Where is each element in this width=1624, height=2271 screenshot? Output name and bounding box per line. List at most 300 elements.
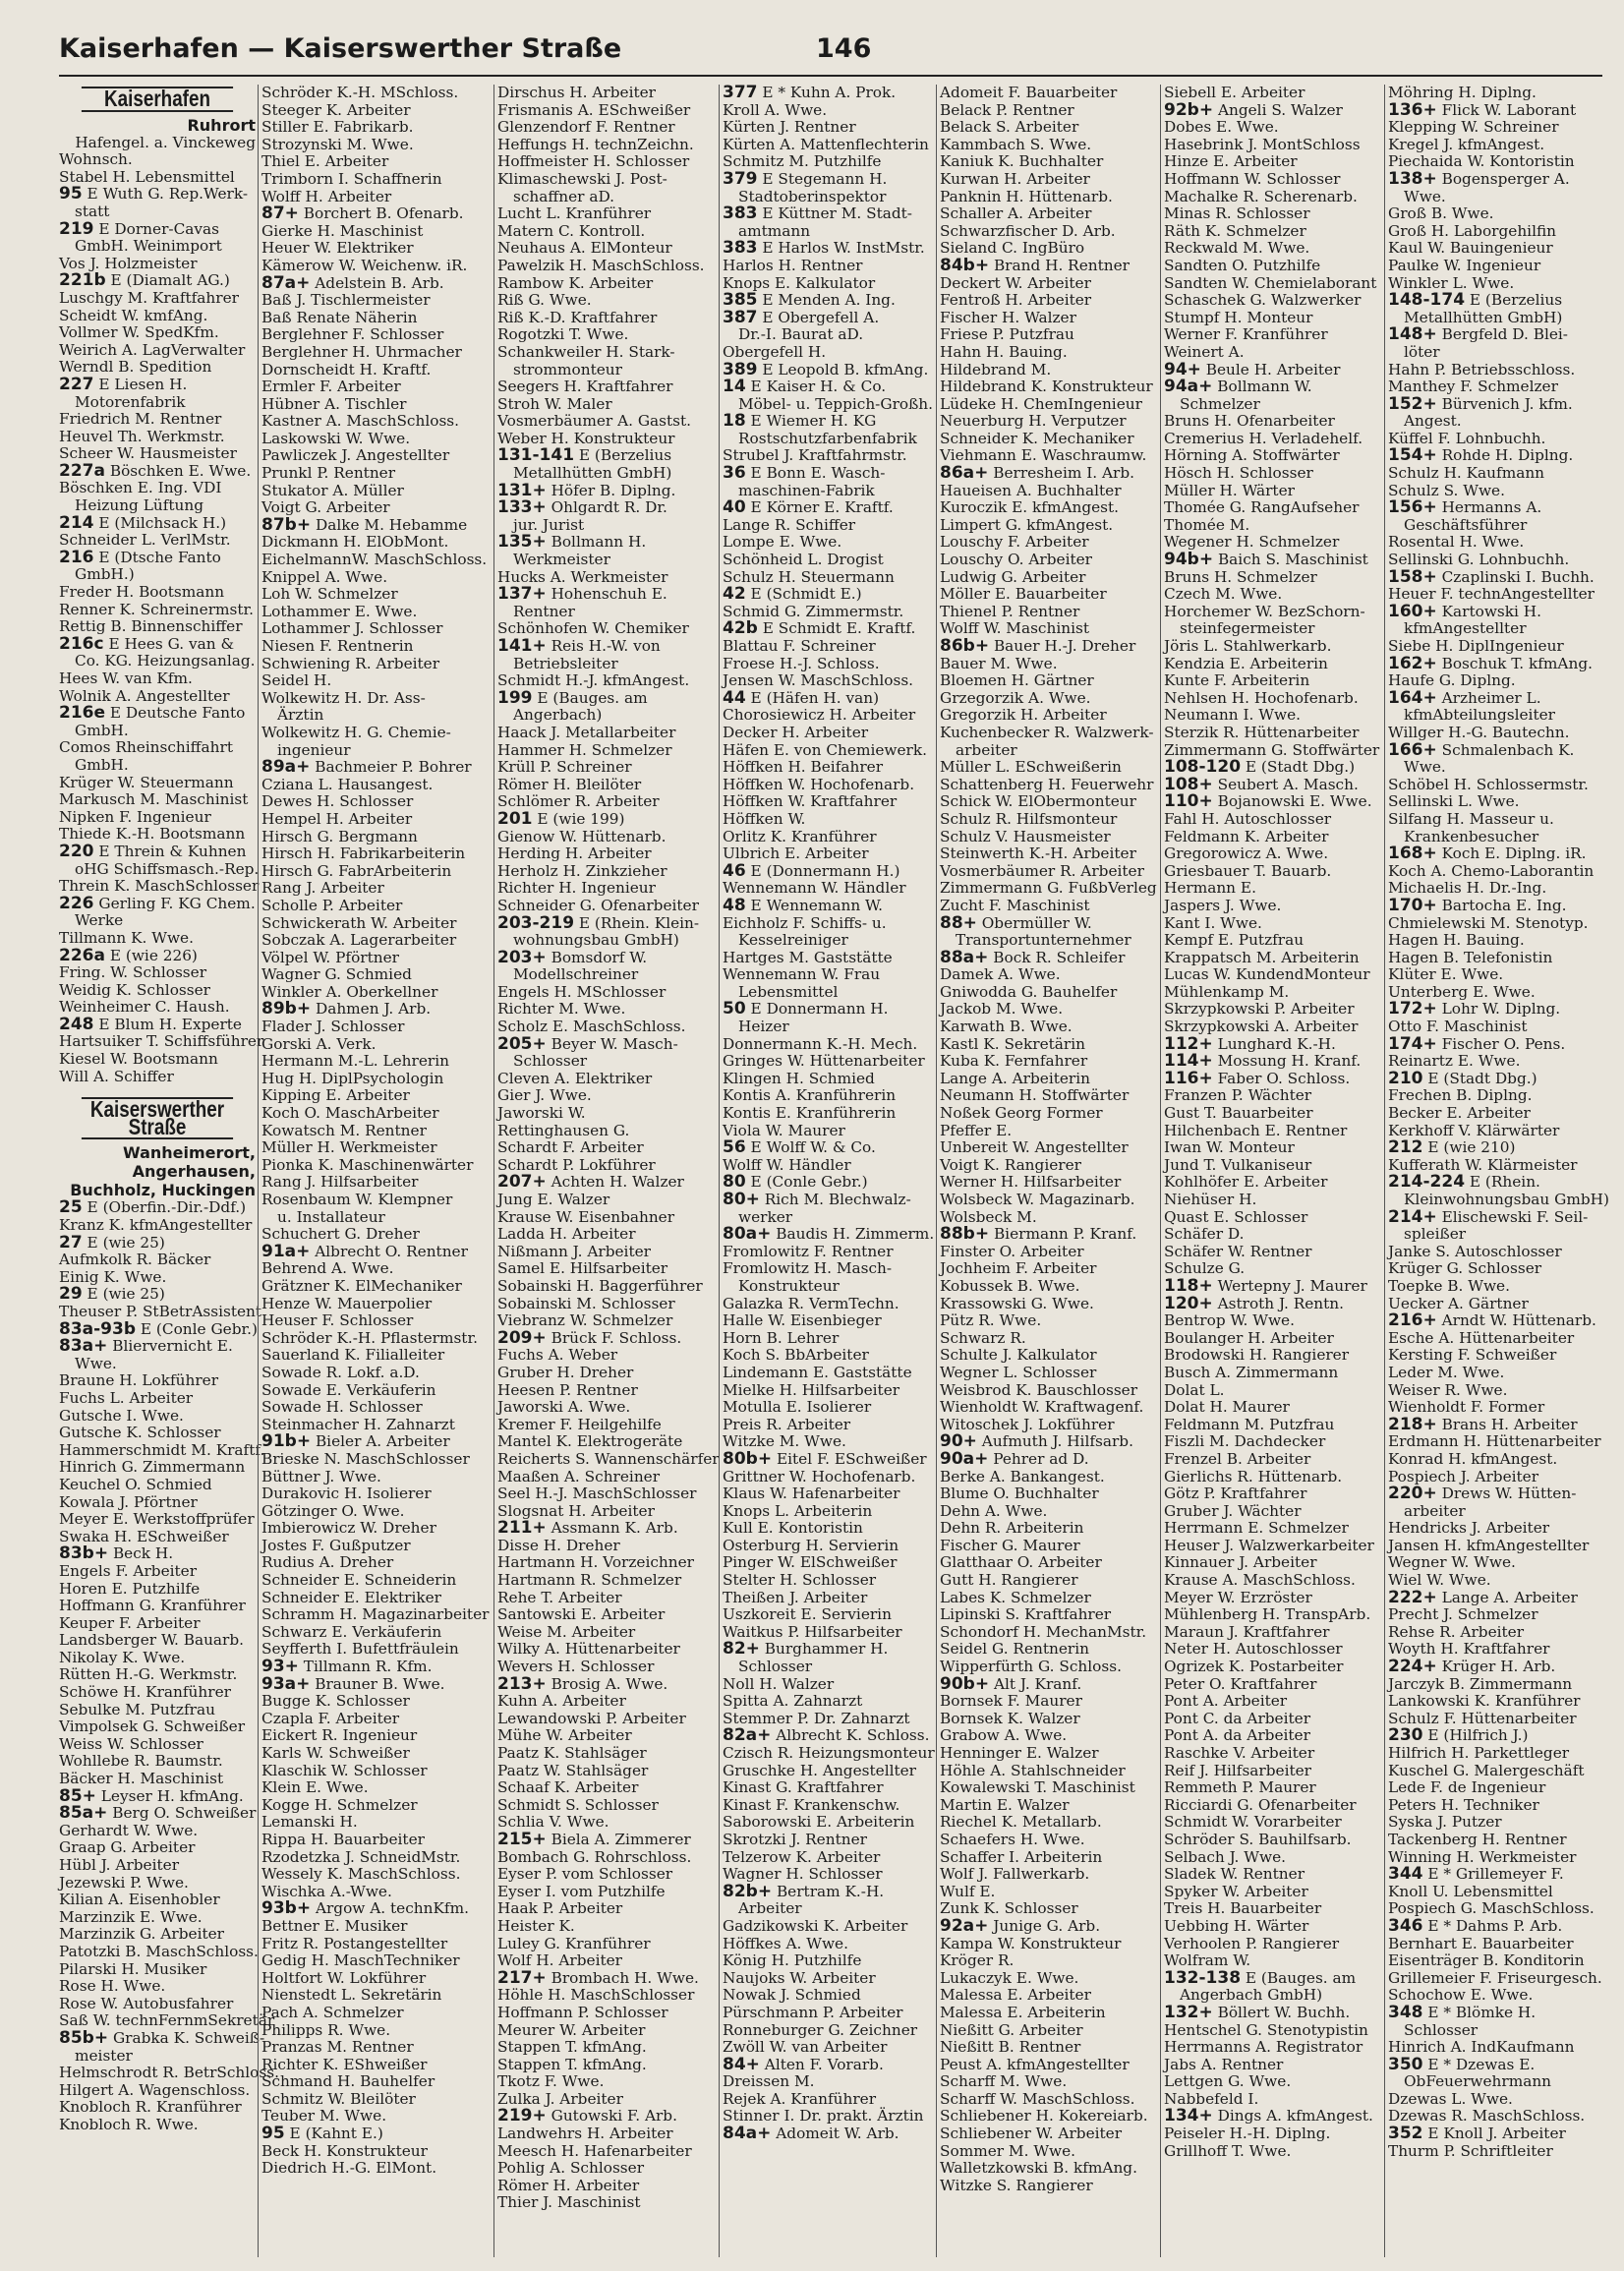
directory-entry: Kersting F. Schweißer [1388,1346,1557,1365]
directory-entry: Nabbefeld I. [1164,2089,1259,2108]
directory-entry: Heizer [738,1018,789,1036]
directory-entry: Möller E. Bauarbeiter [940,585,1107,604]
directory-entry: Weidig K. Schlosser [59,980,210,999]
directory-entry: 83a+ Bliervernicht E. [59,1336,233,1357]
house-number: 42 [723,584,746,605]
house-number: 344 [1388,1864,1423,1885]
directory-entry: Römer H. Bleilöter [497,775,642,793]
directory-entry: Fentroß H. Arbeiter [940,291,1092,310]
directory-entry: Baß Renate Näherin [261,308,418,326]
directory-entry: Dehn A. Wwe. [940,1501,1048,1520]
directory-entry: Steinwerth K.-H. Arbeiter [940,844,1136,863]
directory-entry: Schulz H. Kaufmann [1388,464,1545,483]
directory-entry: Sommer M. Wwe. [940,2141,1076,2160]
house-number: 85+ [59,1785,96,1806]
house-number: 80a+ [723,1224,772,1245]
directory-entry: Syska J. Putzer [1388,1813,1502,1832]
directory-entry: Teuber M. Wwe. [261,2107,387,2125]
directory-entry: Rang J. Hilfsarbeiter [261,1173,419,1192]
directory-entry: Marzinzik E. Wwe. [59,1907,203,1926]
directory-entry: 116+ Faber O. Schloss. [1164,1068,1351,1088]
directory-entry: Klingen H. Schmied [723,1069,875,1087]
house-number: 209+ [497,1327,547,1348]
directory-column [59,85,279,2257]
directory-entry: Pfeffer E. [940,1121,1013,1139]
directory-entry: Stemmer P. Dr. Zahnarzt [723,1709,910,1727]
directory-entry: Lange R. Schiffer [723,515,856,534]
directory-entry: amtmann [738,221,811,240]
directory-entry: 377 E * Kuhn A. Prok. [723,83,897,102]
directory-entry: Rehe T. Arbeiter [497,1588,622,1606]
directory-entry: Naujoks W. Arbeiter [723,1968,876,1987]
directory-entry: Kohlhöfer E. Arbeiter [1164,1173,1328,1192]
directory-entry: 135+ Bollmann H. [497,532,647,553]
directory-entry: Horen E. Putzhilfe [59,1579,201,1598]
directory-entry: Krüger W. Steuermann [59,773,234,791]
directory-entry: Rose W. Autobusfahrer [59,1994,234,2012]
directory-entry: Wwe. [75,1354,117,1372]
directory-entry: Thier J. Maschinist [497,2193,641,2212]
street-heading: Kaiserhafen [82,87,233,112]
house-number: 160+ [1388,601,1437,621]
directory-entry: Horn B. Lehrer [723,1328,840,1347]
directory-entry: 346 E * Dahms P. Arb. [1388,1915,1563,1936]
directory-entry: Grabow A. Wwe. [940,1726,1068,1745]
directory-entry: Santowski E. Arbeiter [497,1605,666,1624]
directory-entry: 170+ Bartocha E. Ing. [1388,895,1567,915]
house-number: 83a-93b [59,1318,137,1339]
directory-entry: Kämerow W. Weichenw. iR. [261,256,468,274]
directory-entry: Behrend A. Wwe. [261,1259,394,1278]
directory-entry: Lucht L. Kranführer [497,204,652,223]
house-number: 207+ [497,1172,547,1193]
house-number: 80 [723,1172,746,1193]
directory-entry: Schuchert G. Dreher [261,1225,420,1244]
directory-entry: Klimaschewski J. Post- [497,169,667,188]
directory-entry: Hinrich G. Zimmermann [59,1458,246,1477]
directory-entry: Rosental H. Wwe. [1388,533,1525,552]
directory-entry: Lemanski H. [261,1813,358,1832]
house-number: 114+ [1164,1051,1213,1072]
directory-entry: 383 E Harlos W. InstMstr. [723,238,925,259]
house-number: 86a+ [940,463,989,484]
directory-entry: Sobczak A. Lagerarbeiter [261,931,457,950]
directory-entry: Knippel A. Wwe. [261,567,388,586]
directory-entry: Wienholdt F. Former [1388,1398,1545,1417]
district-name: Wanheimerort, [122,1143,256,1163]
directory-entry: Finster O. Arbeiter [940,1242,1084,1260]
directory-entry: Czisch R. Heizungsmonteur [723,1744,935,1762]
directory-entry: Deckert W. Arbeiter [940,273,1091,292]
directory-entry: 87b+ Dalke M. Hebamme [261,514,468,535]
directory-entry: Viola W. Maurer [723,1121,845,1139]
directory-entry: Sladek W. Rentner [1164,1865,1305,1884]
directory-entry: Wolsbeck M. [940,1207,1037,1226]
house-number: 214 [59,512,94,533]
directory-entry: Weiser R. Wwe. [1388,1380,1508,1399]
directory-entry: 131+ Höfer B. Diplng. [497,480,676,500]
directory-entry: Kull E. Kontoristin [723,1519,863,1538]
house-number: 227 [59,374,94,394]
directory-entry: Schaefers H. Wwe. [940,1830,1085,1848]
directory-entry: Schäfer W. Rentner [1164,1242,1312,1260]
directory-entry: Schlömer R. Arbeiter [497,792,660,811]
directory-entry: Stabel H. Lebensmittel [59,167,235,186]
directory-entry: Schmidt W. Vorarbeiter [1164,1813,1342,1832]
directory-entry: Luley G. Kranführer [497,1934,651,1952]
directory-entry: Knoll U. Lebensmittel [1388,1882,1553,1900]
directory-entry: 84b+ Brand H. Rentner [940,255,1130,275]
directory-entry: Lankowski K. Kranführer [1388,1692,1581,1711]
directory-entry: Werner H. Hilfsarbeiter [940,1173,1122,1192]
directory-entry: Götz P. Kraftfahrer [1164,1485,1307,1503]
directory-entry: Schochow E. Wwe. [1388,1986,1534,2005]
directory-entry: Matern C. Kontroll. [497,221,646,240]
directory-entry: Kuba K. Fernfahrer [940,1052,1088,1071]
directory-column [261,85,492,2257]
directory-entry: Karls W. Schweißer [261,1744,410,1762]
directory-entry: Dreissen M. [723,2072,815,2091]
directory-entry: Lüdeke H. ChemIngenieur [940,394,1142,413]
directory-entry: 42b E Schmidt E. Kraftf. [723,618,916,639]
house-number: 377 [723,83,758,102]
directory-entry: Ogrizek K. Postarbeiter [1164,1658,1344,1676]
directory-entry: Uebbing H. Wärter [1164,1916,1309,1935]
house-number: 216e [59,703,106,724]
directory-entry: Stappen T. kfmAng. [497,2055,647,2073]
house-number: 214-224 [1388,1172,1466,1193]
directory-entry: Martin E. Walzer [940,1795,1070,1814]
directory-entry: 25 E (Oberfin.-Dir.-Ddf.) [59,1197,247,1218]
directory-entry: Engels H. MSchlosser [497,982,667,1001]
directory-entry: Hartsuiker T. Schiffsführer [59,1032,264,1051]
directory-entry: Eickert R. Ingenieur [261,1726,418,1745]
directory-entry: Jung E. Walzer [497,1191,610,1208]
house-number: 93+ [261,1657,299,1677]
directory-entry: Scholle P. Arbeiter [261,896,403,914]
directory-entry: Graap G. Arbeiter [59,1838,196,1857]
directory-entry: Unbereit W. Angestellter [940,1138,1129,1157]
directory-entry: Jezewski P. Wwe. [59,1873,189,1892]
directory-entry: Müller H. Wärter [1164,481,1295,499]
directory-entry: Griesbauer T. Bauarb. [1164,861,1332,880]
directory-entry: Knobloch R. Kranführer [59,2098,242,2117]
directory-entry: 226 Gerling F. KG Chem. [59,893,256,913]
directory-entry: Adomeit F. Bauarbeiter [940,84,1118,101]
directory-entry: 217+ Brombach H. Wwe. [497,1967,699,1988]
house-number: 174+ [1388,1033,1437,1054]
directory-entry: Neter H. Autoschlosser [1164,1640,1343,1659]
directory-entry: Neumann I. Wwe. [1164,706,1301,725]
house-number: 164+ [1388,687,1437,708]
directory-entry: Blume O. Buchhalter [940,1485,1099,1503]
directory-entry: Noll H. Walzer [723,1674,835,1693]
directory-entry: Wolnik A. Angestellter [59,686,230,705]
house-number: 135+ [497,532,547,553]
directory-entry: Prunkl P. Rentner [261,464,396,483]
directory-entry: Bäcker H. Maschinist [59,1770,224,1788]
directory-entry: Höhle H. MaschSchlosser [497,1986,695,2005]
house-number: 80+ [723,1190,760,1209]
directory-entry: Gedig H. MaschTechniker [261,1951,460,1970]
directory-entry: 90b+ Alt J. Kranf. [940,1673,1082,1694]
directory-entry: Schulz F. Hüttenarbeiter [1388,1709,1577,1727]
directory-entry: 89b+ Dahmen J. Arb. [261,999,432,1019]
directory-entry: 27 E (wie 25) [59,1232,165,1252]
directory-entry: jur. Jurist [513,515,585,534]
directory-entry: Kuschel G. Malergeschäft [1388,1761,1585,1779]
directory-entry: Wolfram W. [1164,1951,1251,1970]
directory-entry: Neumann H. Stoffwärter [940,1086,1130,1105]
directory-entry: 219 E Dorner-Cavas [59,218,219,239]
directory-entry: Kroll A. Wwe. [723,100,828,119]
directory-entry: Rehse R. Arbeiter [1388,1622,1525,1641]
directory-entry: Koch O. MaschArbeiter [261,1104,439,1123]
page-title: Kaiserhafen — Kaiserswerther Straße [59,33,622,64]
directory-entry: 89a+ Bachmeier P. Bohrer [261,757,472,778]
directory-entry: Schardt F. Arbeiter [497,1138,644,1157]
directory-entry: Kürten A. Mattenflechterin [723,135,929,153]
directory-entry: Schönhofen W. Chemiker [497,619,689,638]
directory-entry: Gruber H. Dreher [497,1363,634,1381]
directory-entry: Pont C. da Arbeiter [1164,1709,1311,1727]
house-number: 172+ [1388,999,1437,1019]
directory-entry: Glenzendorf F. Rentner [497,118,675,137]
directory-entry: Rettinghausen G. [497,1121,630,1139]
directory-entry: Schneider K. Mechaniker [940,429,1134,447]
directory-entry: Reicherts S. Wannenschärfer [497,1449,720,1468]
directory-entry: Pürschmann P. Arbeiter [723,2003,903,2021]
directory-entry: Pach A. Schmelzer [261,2003,404,2021]
directory-entry: Dornscheidt H. Kraftf. [261,360,432,378]
directory-entry: Willger H.-G. Bautechn. [1388,723,1570,741]
directory-entry: Richter H. Ingenieur [497,879,656,898]
directory-entry: 91a+ Albrecht O. Rentner [261,1241,468,1261]
directory-entry: Steeger K. Arbeiter [261,100,411,119]
directory-entry: Bornsek F. Maurer [940,1692,1082,1711]
directory-entry: Hilgert A. Wagenschloss. [59,2080,251,2099]
directory-entry: 156+ Hermanns A. [1388,497,1542,518]
house-number: 226a [59,945,105,965]
directory-entry: 221b E (Diamalt AG.) [59,270,230,291]
directory-entry: Witzke M. Wwe. [723,1432,846,1451]
directory-entry: 87a+ Adelstein B. Arb. [261,272,444,293]
directory-entry: Hees W. van Kfm. [59,670,193,687]
directory-entry: Motorenfabrik [75,392,186,411]
directory-entry: Werner F. Kranführer [1164,325,1328,344]
directory-entry: 148-174 E (Berzelius [1388,290,1563,311]
directory-entry: Römer H. Arbeiter [497,2176,640,2194]
directory-entry: Rippa H. Bauarbeiter [261,1830,425,1848]
house-number: 27 [59,1232,83,1252]
directory-entry: Pawliczek J. Angestellter [261,446,450,465]
directory-entry: Vos J. Holzmeister [59,254,198,272]
directory-entry: Flader J. Schlosser [261,1018,405,1036]
directory-entry: Kowatsch M. Rentner [261,1121,427,1139]
directory-entry: Modellschreiner [513,965,639,984]
directory-entry: 137+ Hohenschuh E. [497,584,667,605]
directory-entry: Sandten W. Chemielaborant [1164,273,1377,292]
directory-entry: Dzewas L. Wwe. [1388,2089,1513,2108]
directory-entry: Weirich A. LagVerwalter [59,340,246,359]
directory-entry: Krassowski G. Wwe. [940,1294,1094,1312]
directory-entry: Werkmeister [513,551,610,569]
directory-entry: Reckwald M. Wwe. [1164,239,1310,258]
directory-entry: Hentschel G. Stenotypistin [1164,2020,1368,2039]
directory-entry: 207+ Achten H. Walzer [497,1172,684,1193]
column-divider [936,85,937,2257]
directory-entry: Janke S. Autoschlosser [1388,1242,1562,1260]
directory-entry: Lede F. de Ingenieur [1388,1778,1546,1797]
directory-entry: Gier J. Wwe. [497,1086,592,1105]
house-number: 350 [1388,2054,1423,2074]
directory-entry: Frechen B. Diplng. [1388,1086,1533,1105]
directory-entry: Wipperfürth G. Schloss. [940,1658,1122,1676]
directory-entry: Mühe W. Arbeiter [497,1726,632,1745]
column-divider [1160,85,1161,2257]
column-divider [258,85,259,2257]
directory-entry: Vosmerbäumer A. Gastst. [497,412,692,431]
directory-entry: Durakovic H. Isolierer [261,1485,432,1503]
house-number: 108-120 [1164,757,1242,778]
directory-entry: Kiesel W. Bootsmann [59,1050,218,1069]
house-number: 50 [723,999,746,1019]
directory-entry: 218+ Brans H. Arbeiter [1388,1414,1578,1434]
directory-entry: Gorski A. Verk. [261,1034,377,1053]
directory-entry: 93b+ Argow A. technKfm. [261,1898,469,1919]
directory-entry: Schliebener H. Kokereiarb. [940,2107,1148,2125]
directory-entry: Sowade H. Schlosser [261,1398,423,1417]
directory-entry: Dewes H. Schlosser [261,792,414,811]
directory-entry: Arbeiter [738,1899,802,1918]
directory-entry: Kinast F. Krankenschw. [723,1795,900,1814]
directory-entry: Preis R. Arbeiter [723,1415,851,1433]
directory-entry: 48 E Wennemann W. [723,895,883,915]
directory-entry: Seidel G. Rentnerin [940,1640,1089,1659]
directory-entry: Weber H. Konstrukteur [497,429,675,447]
house-number: 87b+ [261,514,312,535]
directory-entry: 114+ Mossung H. Kranf. [1164,1051,1362,1072]
directory-entry: 85a+ Berg O. Schweißer [59,1803,257,1824]
directory-entry: Schaffer I. Arbeiterin [940,1847,1103,1866]
directory-entry: Aufmkolk R. Bäcker [59,1251,211,1269]
directory-entry: 133+ Ohlgardt R. Dr. [497,497,667,518]
directory-entry: Schliebener W. Arbeiter [940,2125,1123,2143]
directory-entry: Hartmann H. Vorzeichner [497,1553,694,1572]
directory-entry: Räth K. Schmelzer [1164,221,1306,240]
directory-entry: Nipken F. Ingenieur [59,807,211,826]
directory-entry: Weinheimer C. Haush. [59,998,230,1017]
directory-entry: Winning H. Werkmeister [1388,1847,1577,1866]
directory-entry: Schmidt H.-J. kfmAngest. [497,671,690,690]
directory-entry: Krause W. Eisenbahner [497,1207,675,1226]
directory-entry: Strubel J. Kraftfahrmstr. [723,446,907,465]
directory-entry: 205+ Beyer W. Masch- [497,1033,678,1054]
house-number: 215+ [497,1829,547,1849]
directory-entry: Meyer E. Werkstoffprüfer [59,1510,255,1529]
directory-entry: Siebe H. DiplIngenieur [1388,637,1564,655]
directory-entry: Otto F. Maschinist [1388,1018,1528,1036]
directory-entry: 222+ Lange A. Arbeiter [1388,1587,1578,1607]
directory-entry: Krankenbesucher [1404,827,1539,845]
directory-entry: Gutt H. Rangierer [940,1571,1078,1590]
house-number: 29 [59,1284,83,1305]
column-divider [719,85,720,2257]
house-number: 116+ [1164,1068,1213,1088]
directory-entry: Rang J. Arbeiter [261,879,384,898]
directory-entry: Ärztin [277,706,324,725]
directory-entry: Cziana L. Hausangest. [261,775,434,793]
directory-entry: Czapla F. Arbeiter [261,1709,400,1727]
directory-entry: löter [1404,342,1440,361]
house-number: 92a+ [940,1915,989,1936]
directory-entry: EichelmannW. MaschSchloss. [261,551,488,569]
directory-entry: Hasebrink J. MontSchloss [1164,135,1361,153]
directory-entry: Konstrukteur [738,1276,840,1295]
directory-entry: Niesen F. Rentnerin [261,637,414,655]
directory-entry: Wagner G. Schmied [261,965,412,984]
directory-entry: Büttner J. Wwe. [261,1467,381,1485]
house-number: 80b+ [723,1448,773,1469]
directory-entry: Schardt P. Lokführer [497,1155,656,1174]
directory-entry: Cleven A. Elektriker [497,1069,653,1087]
directory-entry: 93+ Tillmann R. Kfm. [261,1657,433,1677]
house-number: 88a+ [940,947,989,967]
directory-entry: Feldmann M. Putzfrau [1164,1415,1335,1433]
directory-entry: Riß G. Wwe. [497,291,592,310]
directory-entry: Renner K. Schreinermstr. [59,600,255,618]
directory-entry: Sowade R. Lokf. a.D. [261,1363,420,1381]
directory-entry: Fuchs A. Weber [497,1346,618,1365]
directory-entry: Comos Rheinschiffahrt [59,738,233,757]
directory-entry: Krause A. MaschSchloss. [1164,1571,1356,1590]
directory-entry: Bloemen H. Gärtner [940,671,1094,690]
directory-entry: 227 E Liesen H. [59,374,188,394]
directory-entry: Schulz V. Hausmeister [940,827,1111,845]
directory-entry: Swaka H. ESchweißer [59,1527,229,1545]
directory-entry: Nißmann J. Arbeiter [497,1242,651,1260]
house-number: 95 [261,2124,285,2144]
directory-entry: Eyser P. vom Schlosser [497,1865,673,1884]
directory-entry: Hartmann R. Schmelzer [497,1571,682,1590]
directory-entry: Marzinzik G. Arbeiter [59,1925,224,1944]
directory-entry: 90a+ Pehrer ad D. [940,1448,1089,1469]
directory-entry: Gadzikowski K. Arbeiter [723,1916,908,1935]
directory-entry: Kilian A. Eisenhobler [59,1891,220,1909]
house-number: 214+ [1388,1206,1437,1227]
directory-entry: Kerkhoff V. Klärwärter [1388,1121,1560,1139]
directory-entry: Klepping W. Schreiner [1388,118,1559,137]
directory-entry: arbeiter [1404,1501,1466,1520]
directory-entry: Saborowski E. Arbeiterin [723,1813,915,1832]
house-number: 84a+ [723,2124,772,2144]
directory-entry: Steinmacher H. Zahnarzt [261,1415,455,1433]
page-header [59,28,1602,71]
directory-entry: Galazka R. VermTechn. [723,1294,899,1312]
directory-entry: Spyker W. Arbeiter [1164,1882,1308,1900]
directory-entry: Gniwodda G. Bauhelfer [940,982,1118,1001]
directory-entry: Nikolay K. Wwe. [59,1648,186,1666]
house-number: 85a+ [59,1803,108,1824]
directory-entry: Lucas W. KundendMonteur [1164,965,1370,984]
directory-entry: Keuper F. Arbeiter [59,1613,201,1632]
directory-entry: Höffken W. [723,809,806,828]
directory-entry: Pont A. Arbeiter [1164,1692,1288,1711]
directory-entry: Schlosser [513,1052,588,1071]
directory-entry: Iwan W. Monteur [1164,1138,1295,1157]
directory-entry: Schick W. ElObermonteur [940,792,1136,811]
directory-entry: Weinert A. [1164,342,1245,361]
